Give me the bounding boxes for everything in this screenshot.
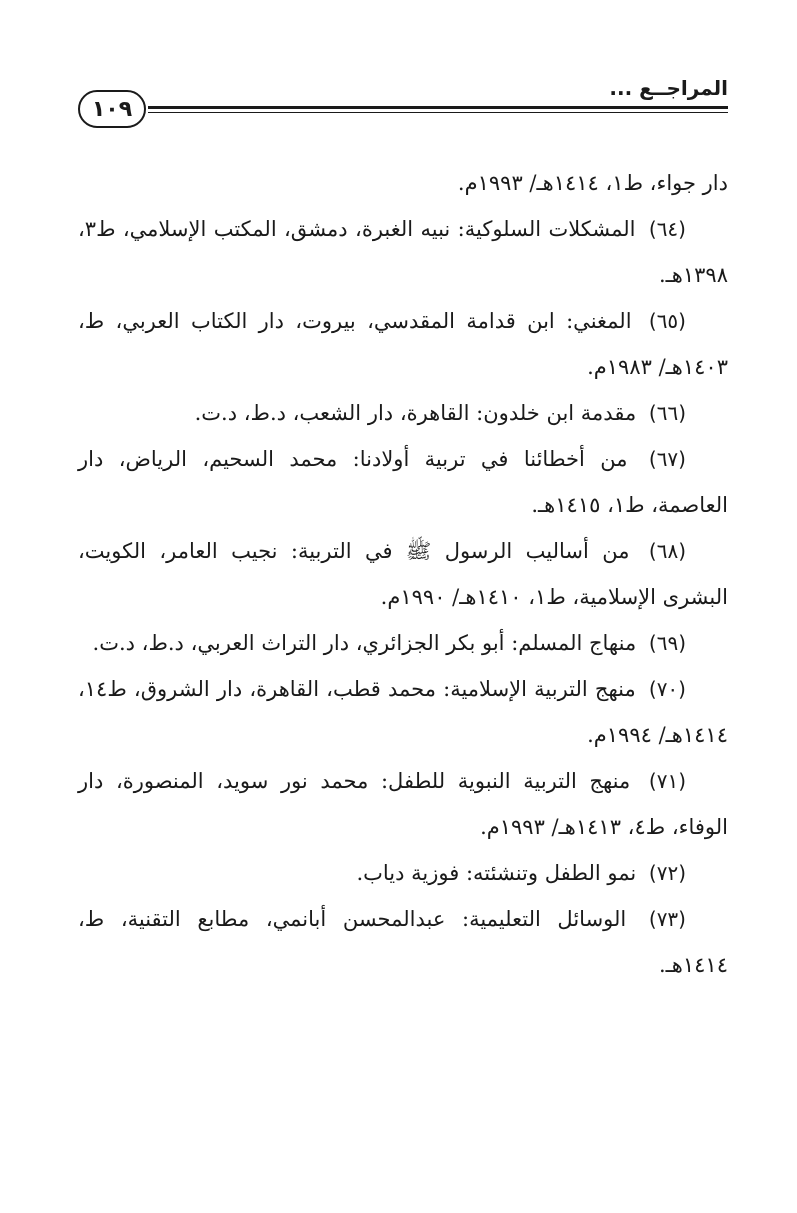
- reference-text: نمو الطفل وتنشئته: فوزية دياب.: [356, 861, 637, 885]
- reference-number: (٧٣): [648, 907, 686, 931]
- reference-number: (٦٧): [648, 447, 686, 471]
- reference-number: (٦٨): [648, 539, 686, 563]
- reference-item: [78, 390, 728, 436]
- reference-item: [78, 206, 728, 298]
- page-number-badge: ١٠٩: [78, 90, 146, 128]
- reference-text: المشكلات السلوكية: نبيه الغبرة، دمشق، المكتب الإسلامي، ط٣، ١٣٩٨هـ.: [78, 217, 728, 287]
- reference-text: من أخطائنا في تربية أولادنا: محمد السحيم، الرياض، دار العاصمة، ط١، ١٤١٥هـ.: [78, 447, 728, 517]
- reference-item: [78, 298, 728, 390]
- reference-number: (٦٥): [648, 309, 686, 333]
- reference-text: المغني: ابن قدامة المقدسي، بيروت، دار الكتاب العربي، ط، ١٤٠٣هـ/ ١٩٨٣م.: [78, 309, 728, 379]
- reference-number: (٦٩): [648, 631, 686, 655]
- reference-text: من أساليب الرسول ﷺ في التربية: نجيب العامر، الكويت، البشرى الإسلامية، ط١، ١٤١٠هـ/ ١٩٩٠م.: [78, 539, 728, 609]
- reference-number: (٧١): [648, 769, 686, 793]
- reference-text: الوسائل التعليمية: عبدالمحسن أبانمي، مطابع التقنية، ط، ١٤١٤هـ.: [78, 907, 728, 977]
- reference-item: [78, 758, 728, 850]
- page-header: [78, 72, 728, 132]
- reference-item: [78, 850, 728, 896]
- reference-item: [78, 436, 728, 528]
- reference-item: [78, 896, 728, 988]
- references-list: [78, 160, 728, 988]
- reference-text: منهاج المسلم: أبو بكر الجزائري، دار التراث العربي، د.ط، د.ت.: [92, 631, 637, 655]
- reference-item: [78, 666, 728, 758]
- reference-text: مقدمة ابن خلدون: القاهرة، دار الشعب، د.ط، د.ت.: [194, 401, 637, 425]
- reference-number: (٦٦): [648, 401, 686, 425]
- reference-number: (٧٢): [648, 861, 686, 885]
- reference-continuation: دار جواء، ط١، ١٤١٤هـ/ ١٩٩٣م.: [457, 171, 728, 195]
- reference-item: [78, 620, 728, 666]
- reference-text: منهج التربية النبوية للطفل: محمد نور سويد، المنصورة، دار الوفاء، ط٤، ١٤١٣هـ/ ١٩٩٣م.: [78, 769, 728, 839]
- running-title: المراجــع ...: [609, 76, 728, 100]
- header-rule-thick: [148, 106, 728, 109]
- reference-number: (٦٤): [648, 217, 686, 241]
- reference-text: منهج التربية الإسلامية: محمد قطب، القاهرة، دار الشروق، ط١٤، ١٤١٤هـ/ ١٩٩٤م.: [78, 677, 728, 747]
- reference-item: [78, 528, 728, 620]
- reference-number: (٧٠): [648, 677, 686, 701]
- header-rule-thin: [148, 112, 728, 113]
